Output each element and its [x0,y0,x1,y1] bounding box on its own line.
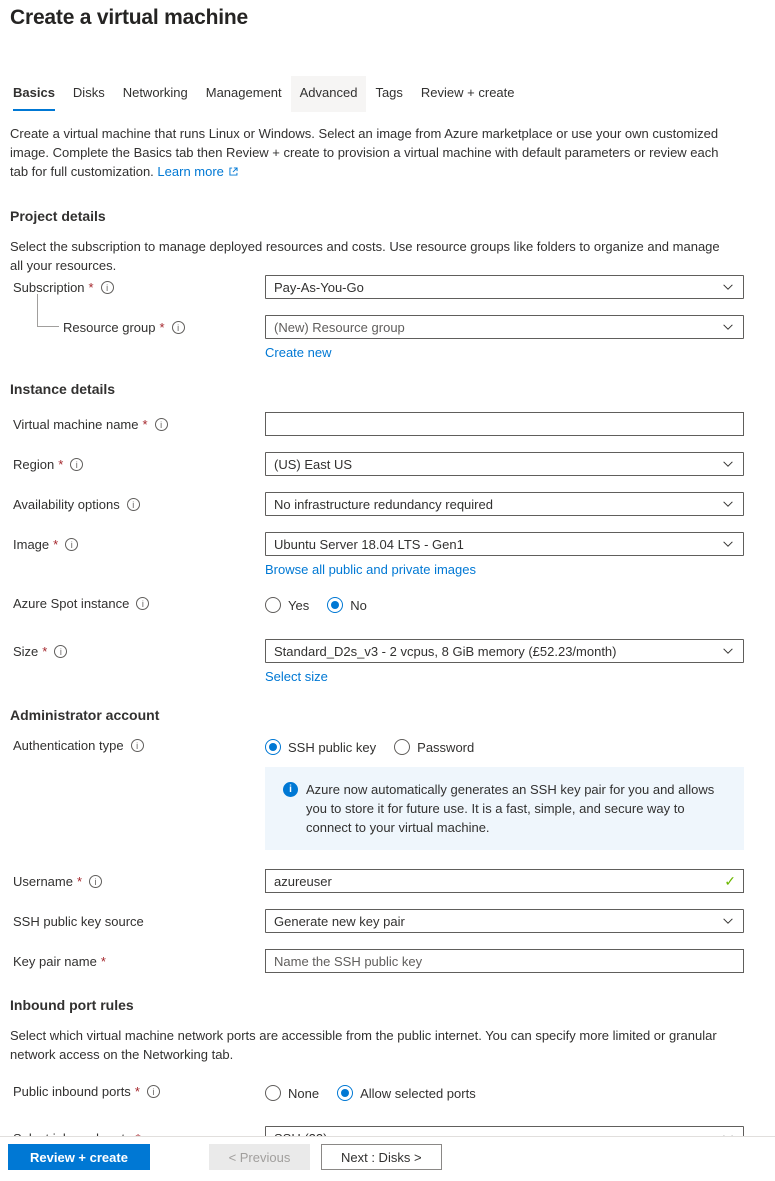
administrator-account-heading: Administrator account [10,707,160,723]
key-pair-name-input[interactable] [265,949,744,973]
region-value: (US) East US [274,456,353,472]
select-size-link[interactable]: Select size [265,669,328,684]
ssh-key-source-label: SSH public key source [13,914,144,929]
tab-management[interactable]: Management [205,85,282,100]
info-icon[interactable] [136,597,149,610]
inbound-port-rules-heading: Inbound port rules [10,997,134,1013]
public-inbound-ports-label: Public inbound ports * [13,1084,140,1100]
resource-group-dropdown[interactable] [265,315,744,339]
size-dropdown[interactable] [265,639,744,663]
learn-more-link[interactable] [157,164,238,179]
subscription-dropdown[interactable] [265,275,744,299]
page-title: Create a virtual machine [10,6,248,29]
wizard-footer [0,1136,775,1170]
spot-instance-row [13,593,744,617]
spot-yes-label: Yes [288,597,310,613]
username-row [13,869,744,893]
info-icon[interactable] [127,498,140,511]
ssh-key-source-row [13,909,744,933]
key-pair-name-row [13,949,744,973]
resource-group-value: (New) Resource group [274,319,405,335]
tab-tags[interactable]: Tags [375,85,403,100]
inbound-port-rules-description: Select which virtual machine network ports are accessible from the public internet. You can specify more limited or granular network access on the Networking tab. [10,1028,717,1062]
info-icon[interactable] [70,458,83,471]
vm-name-input[interactable] [265,412,744,436]
chevron-down-icon [721,914,735,928]
tab-bar [4,76,744,112]
info-icon[interactable] [89,875,102,888]
radio-circle-icon [265,1085,281,1101]
radio-circle-icon [327,597,343,613]
subscription-row [13,275,744,299]
ssh-info-text: Azure now automatically generates an SSH key pair for you and allows you to store it for future use. It is a fast, simple, and secure way to connect to your virtual machine. [306,782,715,835]
auth-password-label: Password [417,739,475,755]
vm-name-row [13,412,744,436]
spot-no-radio[interactable] [327,597,367,613]
key-pair-name-label: Key pair name * [13,954,106,970]
size-label: Size * [13,644,47,660]
image-value: Ubuntu Server 18.04 LTS - Gen1 [274,536,464,552]
ports-allow-radio[interactable] [337,1085,476,1101]
spot-no-label: No [350,597,367,613]
info-filled-icon [283,782,298,797]
tab-review-create[interactable]: Review + create [420,85,515,100]
tab-advanced[interactable]: Advanced [291,76,367,112]
tab-networking[interactable]: Networking [122,85,188,100]
instance-details-heading: Instance details [10,381,116,397]
create-new-link[interactable]: Create new [265,345,332,360]
tab-disks[interactable]: Disks [72,85,105,100]
info-icon[interactable] [131,739,144,752]
next-disks-button[interactable]: Next : Disks > [321,1144,442,1170]
ports-none-label: None [288,1085,320,1101]
ports-allow-label: Allow selected ports [360,1085,476,1101]
ssh-key-source-dropdown[interactable] [265,909,744,933]
availability-value: No infrastructure redundancy required [274,496,493,512]
region-label: Region * [13,457,63,473]
spot-instance-label: Azure Spot instance [13,596,130,611]
image-label: Image * [13,537,58,553]
radio-circle-icon [394,739,410,755]
image-dropdown[interactable] [265,532,744,556]
chevron-down-icon [721,320,735,334]
info-icon[interactable] [172,321,185,334]
username-input[interactable] [265,869,744,893]
radio-circle-icon [337,1085,353,1101]
info-icon[interactable] [54,645,67,658]
availability-label: Availability options [13,497,120,512]
vm-name-label: Virtual machine name * [13,417,148,433]
auth-type-label: Authentication type [13,738,124,753]
intro-text [10,124,734,181]
hierarchy-connector [37,294,59,327]
info-icon[interactable] [65,538,78,551]
public-inbound-ports-row [13,1081,744,1105]
availability-dropdown[interactable] [265,492,744,516]
chevron-down-icon [721,497,735,511]
ports-none-radio[interactable] [265,1085,319,1101]
subscription-value: Pay-As-You-Go [274,279,364,295]
auth-password-radio[interactable] [394,739,474,755]
browse-images-link[interactable]: Browse all public and private images [265,562,476,577]
username-label: Username * [13,874,82,890]
tab-basics[interactable]: Basics [4,76,64,112]
project-details-heading: Project details [10,208,106,224]
chevron-down-icon [721,457,735,471]
info-icon[interactable] [155,418,168,431]
external-link-icon [228,166,239,177]
chevron-down-icon [721,280,735,294]
valid-check-icon [724,873,736,890]
chevron-down-icon [721,537,735,551]
resource-group-row [13,315,744,360]
info-icon[interactable] [101,281,114,294]
region-dropdown[interactable] [265,452,744,476]
resource-group-label: Resource group * [63,320,165,336]
learn-more-label: Learn more [157,164,224,179]
subscription-label: Subscription * [13,280,94,296]
project-details-description: Select the subscription to manage deployed resources and costs. Use resource groups like folders to organize and manage all your resources. [10,239,720,273]
radio-circle-icon [265,739,281,755]
radio-circle-icon [265,597,281,613]
ssh-key-source-value: Generate new key pair [274,913,405,929]
size-value: Standard_D2s_v3 - 2 vcpus, 8 GiB memory (£52.23/month) [274,643,617,659]
image-row [13,532,744,577]
spot-yes-radio[interactable] [265,597,309,613]
review-create-button[interactable]: Review + create [8,1144,150,1170]
auth-type-row [13,735,744,759]
region-row [13,452,744,476]
previous-button[interactable]: < Previous [209,1144,311,1170]
availability-row [13,492,744,516]
info-icon[interactable] [147,1085,160,1098]
intro-paragraph: Create a virtual machine that runs Linux or Windows. Select an image from Azure marketplace or use your own customized image. Complete the Basics tab then Review + create to provision a virtual machine with default parameters or review each tab for full customization. [10,126,719,179]
ssh-info-row [13,773,744,869]
chevron-down-icon [721,644,735,658]
ssh-info-box [265,767,744,850]
auth-ssh-label: SSH public key [288,739,377,755]
auth-ssh-radio[interactable] [265,739,376,755]
size-row [13,639,744,684]
